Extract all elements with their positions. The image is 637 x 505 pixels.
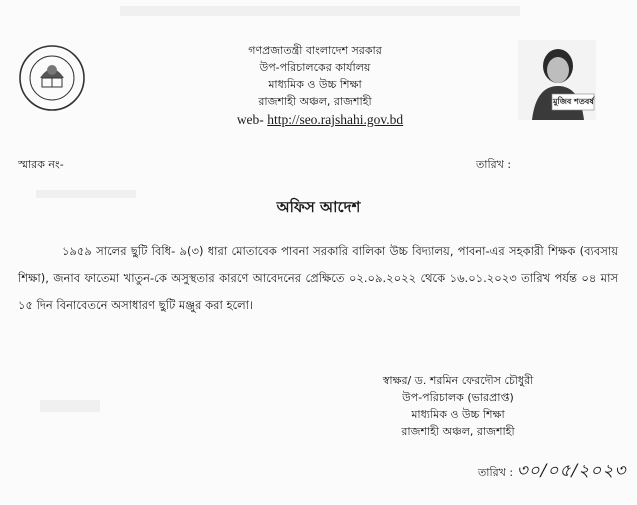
memo-number-label: স্মারক নং- bbox=[18, 158, 64, 171]
signature-designation: উপ-পরিচালক (ভারপ্রাপ্ত) bbox=[402, 391, 514, 404]
order-paragraph: ১৯৫৯ সালের ছুটি বিধি- ৯(৩) ধারা মোতাবেক পাবনা সরকারি বালিকা উচ্চ বিদ্যালয়, পাবনা-এর সহকারী শিক্ষক (ব্যবসায় শিক্ষা), জনাব ফাতেমা খাতুন-কে অসুস্থতার কারণে আবেদনের প্রেক্ষিতে ০২.০৯.২০২২ থেকে ১৬.০১.২০২৩ তারিখ পর্যন্ত ০৪ মাস ১৫ দিন বিনাবেতনে অসাধারণ ছুটি মঞ্জুর করা হলো। bbox=[18, 244, 618, 312]
portrait-caption: মুজিব শতবর্ষ bbox=[553, 97, 594, 106]
issue-date bbox=[478, 458, 626, 486]
document-title: অফিস আদেশ bbox=[276, 198, 361, 216]
handwritten-date: ৩০/০৫/২০২৩ bbox=[516, 461, 627, 481]
order-body bbox=[18, 238, 618, 319]
header-line-government: গণপ্রজাতন্ত্রী বাংলাদেশ সরকার bbox=[248, 44, 382, 57]
signature-region: রাজশাহী অঞ্চল, রাজশাহী bbox=[401, 425, 515, 438]
header-line-department: মাধ্যমিক ও উচ্চ শিক্ষা bbox=[268, 78, 362, 91]
government-seal-logo bbox=[18, 44, 86, 112]
website-link[interactable]: http://seo.rajshahi.gov.bd bbox=[267, 112, 404, 127]
date-label-top: তারিখ : bbox=[476, 158, 512, 171]
issue-date-label: তারিখ : bbox=[478, 466, 514, 479]
header-line-region: রাজশাহী অঞ্চল, রাজশাহী bbox=[258, 95, 372, 108]
bleed-through-mark bbox=[120, 6, 520, 16]
signature-name: স্বাক্ষর/ ড. শরমিন ফেরদৌস চৌধুরী bbox=[382, 374, 534, 387]
signature-department: মাধ্যমিক ও উচ্চ শিক্ষা bbox=[411, 408, 505, 421]
office-header bbox=[190, 42, 440, 110]
signature-block bbox=[368, 372, 548, 440]
bleed-through-mark bbox=[40, 400, 100, 412]
header-line-office: উপ-পরিচালকের কার্যালয় bbox=[259, 61, 371, 74]
website-line bbox=[200, 112, 440, 128]
website-label: web- bbox=[236, 112, 264, 127]
